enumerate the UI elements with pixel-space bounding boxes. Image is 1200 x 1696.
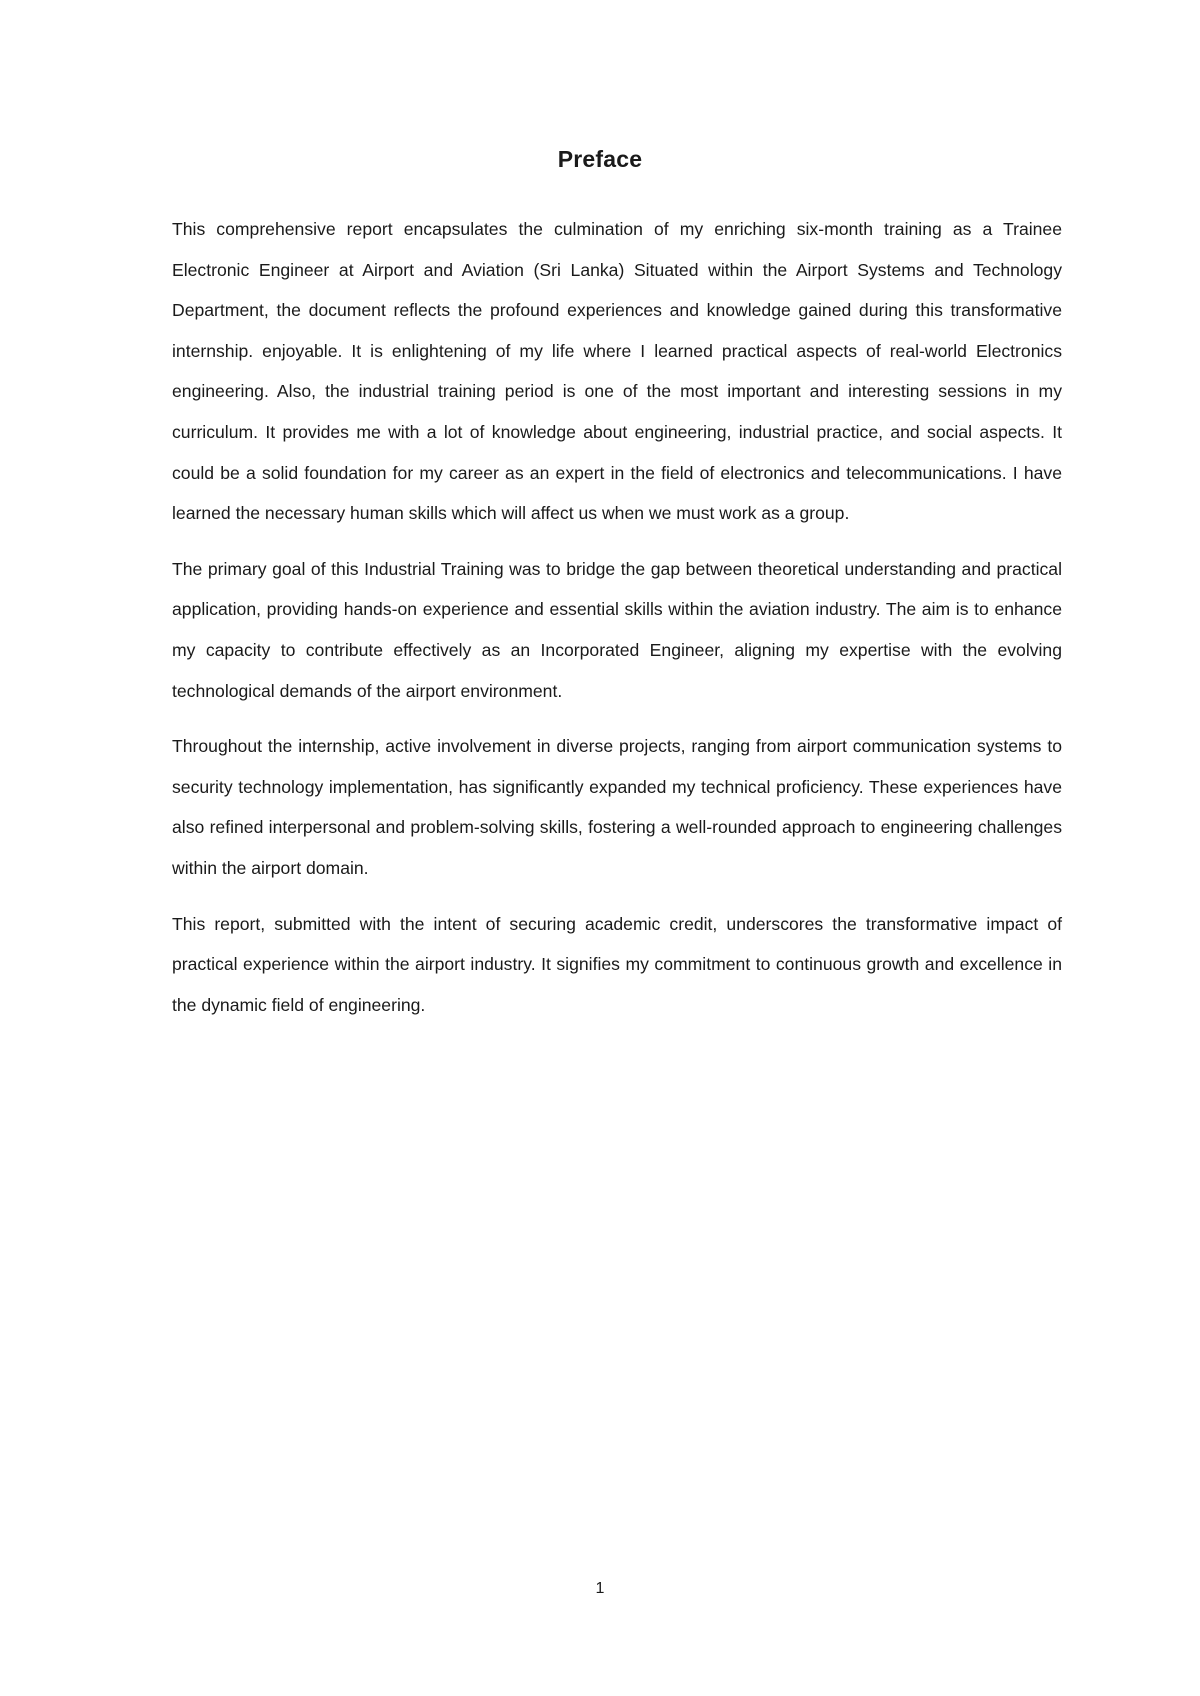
paragraph-1: This comprehensive report encapsulates the culmination of my enriching six-month training as a Trainee Electronic Engineer at Airport and Aviation (Sri Lanka) Situated within the Airport Systems and Technology Department, the document reflects the profound experiences and knowledge gained during this transformative internship. enjoyable. It is enlightening of my life where I learned practical aspects of real-world Electronics engineering. Also, the industrial training period is one of the most important and interesting sessions in my curriculum. It provides me with a lot of knowledge about engineering, industrial practice, and social aspects. It could be a solid foundation for my career as an expert in the field of electronics and telecommunications. I have learned the necessary human skills which will affect us when we must work as a group. [172, 219, 1062, 524]
paragraph-3: Throughout the internship, active involvement in diverse projects, ranging from airport communication systems to security technology implementation, has significantly expanded my technical proficiency. These experiences have also refined interpersonal and problem-solving skills, fostering a well-rounded approach to engineering challenges within the airport domain. [172, 736, 1062, 878]
body-text [172, 209, 1062, 1040]
paragraph-2: The primary goal of this Industrial Training was to bridge the gap between theoretical understanding and practical application, providing hands-on experience and essential skills within the aviation industry. The aim is to enhance my capacity to contribute effectively as an Incorporated Engineer, aligning my expertise with the evolving technological demands of the airport environment. [172, 558, 1062, 701]
page-number: 1 [595, 1580, 605, 1597]
paragraph-4: This report, submitted with the intent of securing academic credit, underscores the transformative impact of practical experience within the airport industry. It signifies my commitment to continuous growth and excellence in the dynamic field of engineering. [172, 913, 1062, 1015]
page-title: Preface [557, 146, 643, 172]
